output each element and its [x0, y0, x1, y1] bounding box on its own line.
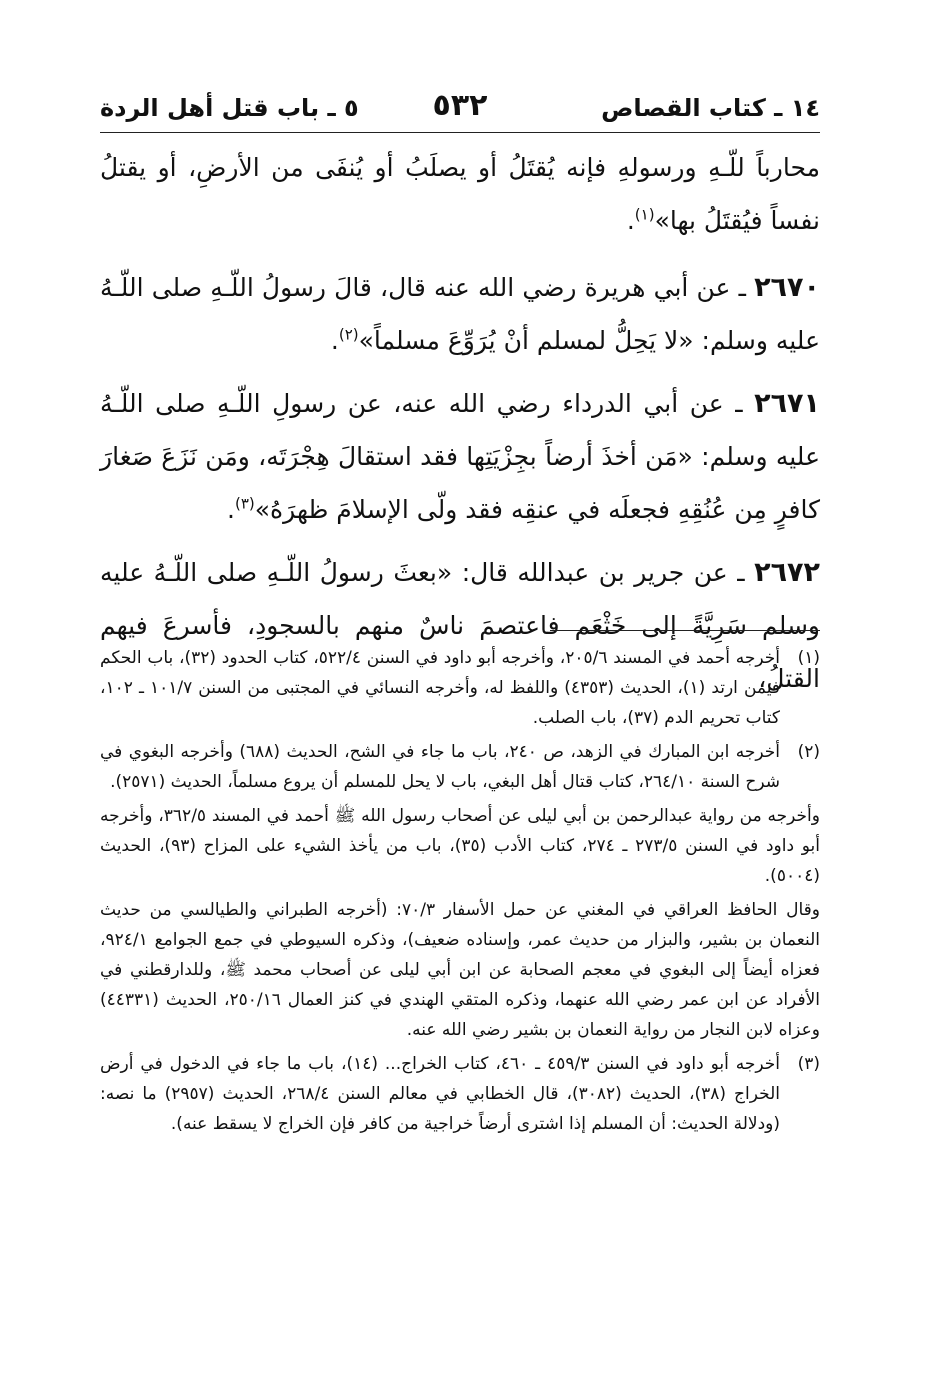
hadith-number: ٢٦٧٢	[754, 557, 821, 588]
footnote-ref: (٢)	[338, 325, 359, 344]
hadith-number: ٢٦٧٠	[754, 272, 820, 303]
footnote-ref: (١)	[634, 205, 655, 224]
book-page	[100, 88, 821, 1134]
footnote-2	[100, 737, 820, 797]
hadith-text: ـ عن أبي الدرداء رضي الله عنه، عن رسولِ اللّـهِ صلى اللّـهُ عليه وسلم: «مَن أخذَ أرضاً بجِزْيَتِها فقد استقالَ هِجْرَتَه، ومَن نَزَعَ صَغارَ كافرٍ مِن عُنُقِهِ فجعلَه في عنقِه فقد ولّى الإسلامَ ظهرَهُ»	[100, 389, 820, 524]
running-header	[100, 88, 820, 133]
footnotes	[100, 643, 820, 1143]
paragraph-text: محارباً للّـهِ ورسولهِ فإنه يُقتَلُ أو يصلَبُ أو يُنفَى من الأرضِ، أو يقتلُ نفساً فيُقتَلُ بها»	[100, 153, 820, 235]
hadith-text: ـ عن أبي هريرة رضي الله عنه قال، قالَ رسولُ اللّـهِ صلى اللّـهُ عليه وسلم: «لا يَحِلُّ لمسلم أنْ يُرَوِّعَ مسلماً»	[100, 273, 820, 355]
footnote-text: أخرجه أبو داود في السنن ٤٥٩/٣ ـ ٤٦٠، كتاب الخراج... (١٤)، باب ما جاء في الدخول في أرض الخراج (٣٨)، الحديث (٣٠٨٢)، قال الخطابي في معالم السنن ٢٦٨/٤، الحديث (٢٩٥٧) ما نصه: (ودلالة الحديث: أن المسلم إذا اشترى أرضاً خراجية من كافر فإن الخراج لا يسقط عنه).	[100, 1054, 781, 1134]
continued-paragraph: محارباً للّـهِ ورسولهِ فإنه يُقتَلُ أو يصلَبُ أو يُنفَى من الأرضِ، أو يقتلُ نفساً فيُقتَلُ بها»$^{(١)}$.	[100, 153, 820, 235]
footnote-1	[100, 643, 820, 733]
footnote-rule	[550, 630, 820, 631]
footnote-text: أخرجه أحمد في المسند ٢٠٥/٦، وأخرجه أبو داود في السنن ٥٢٢/٤، كتاب الحدود (٣٢)، باب الحكم فيمن ارتد (١)، الحديث (٤٣٥٣) واللفظ له، وأخرجه النسائي في المجتبى من السنن ١٠١/٧ ـ ١٠٢، كتاب تحريم الدم (٣٧)، باب الصلب.	[100, 648, 780, 728]
hadith-2670: ٢٦٧٠ ـ عن أبي هريرة رضي الله عنه قال، قالَ رسولُ اللّـهِ صلى اللّـهُ عليه وسلم: «لا يَحِلُّ لمسلم أنْ يُرَوِّعَ مسلماً»$^{(٢)}$.	[100, 272, 820, 355]
footnote-divider	[100, 630, 820, 632]
main-text	[100, 141, 820, 705]
footnote-3	[100, 1049, 820, 1139]
footnote-text: أخرجه ابن المبارك في الزهد، ص ٢٤٠، باب ما جاء في الشح، الحديث (٦٨٨) وأخرجه البغوي في شرح السنة ٢٦٤/١٠، كتاب قتال أهل البغي، باب لا يحل للمسلم أن يروع مسلماً، الحديث (٢٥٧١).	[100, 742, 780, 792]
footnote-2-continuation: وقال الحافظ العراقي في المغني عن حمل الأسفار ٧٠/٣: (أخرجه الطبراني والطيالسي من حديث النعمان بن بشير، والبزار من حديث عمر، وإسناده ضعيف)، وذكره السيوطي في جمع الجوامع ٩٢٤/١، فعزاه أيضاً إلى البغوي في معجم الصحابة عن ابن أبي ليلى عن أصحاب محمد ﷺ، وللدارقطني في الأفراد عن ابن عمر رضي الله عنهما، وذكره المتقي الهندي في كنز العمال ٢٥٠/١٦، الحديث (٤٤٣٣١) وعزاه لابن النجار من رواية النعمان بن بشير رضي الله عنه.	[100, 900, 820, 1040]
page-number: ٥٣٢	[432, 88, 488, 123]
footnote-number: (٢)	[797, 742, 820, 762]
footnote-number: (٣)	[797, 1054, 820, 1074]
section-title: ٥ ـ باب قتل أهل الردة	[100, 94, 359, 122]
footnote-number: (١)	[797, 648, 820, 668]
hadith-2671: ٢٦٧١ ـ عن أبي الدرداء رضي الله عنه، عن رسولِ اللّـهِ صلى اللّـهُ عليه وسلم: «مَن أخذَ أرضاً بجِزْيَتِها فقد استقالَ هِجْرَتَه، ومَن نَزَعَ صَغارَ كافرٍ مِن عُنُقِهِ فجعلَه في عنقِه فقد ولّى الإسلامَ ظهرَهُ»$^{(٣)}$.	[100, 388, 821, 524]
hadith-number: ٢٦٧١	[754, 388, 821, 419]
footnote-2-continuation: وأخرجه من رواية عبدالرحمن بن أبي ليلى عن أصحاب رسول الله ﷺ أحمد في المسند ٣٦٢/٥، وأخرجه أبو داود في السنن ٢٧٣/٥ ـ ٢٧٤، كتاب الأدب (٣٥)، باب من يأخذ الشيء على المزاح (٩٣)، الحديث (٥٠٠٤).	[100, 806, 821, 886]
footnote-ref: (٣)	[234, 494, 255, 513]
chapter-title: ١٤ ـ كتاب القصاص	[601, 94, 820, 122]
hadith-text: ـ عن جرير بن عبدالله قال: «بعثَ رسولُ اللّـهِ صلى اللّـهُ عليه وسلم سَرِيَّةً إلى خَثْعَم فاعتصمَ ناسٌ منهم بالسجودِ، فأسرعَ فيهم القتلُ،	[100, 558, 820, 693]
